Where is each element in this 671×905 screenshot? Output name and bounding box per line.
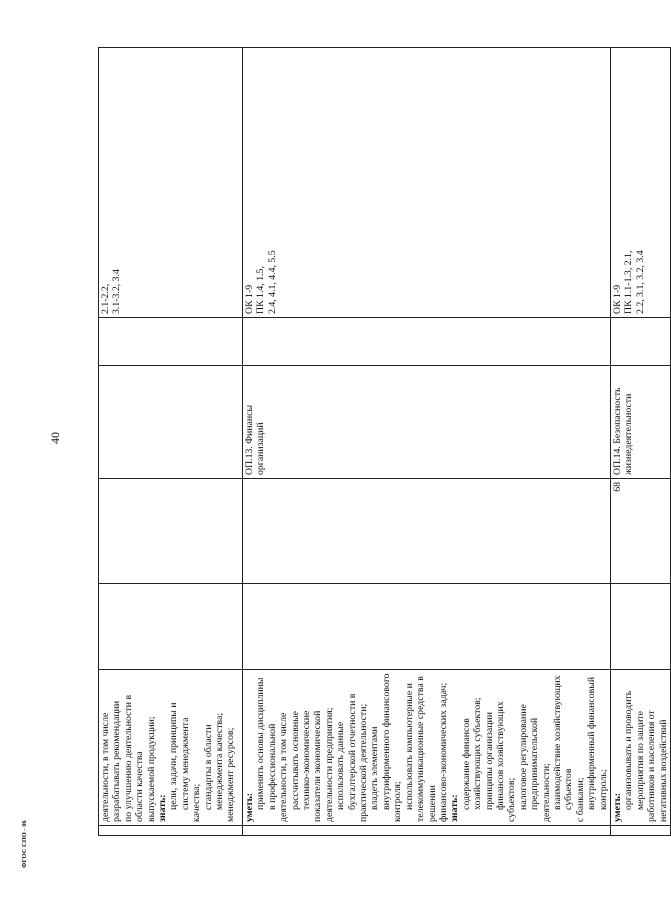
cell-index	[611, 826, 671, 836]
cell-competencies: ОК 1-9 ПК 1.4, 1.5, 2.4, 4.1, 4.4, 5.5	[243, 48, 611, 318]
cell-index	[243, 826, 611, 836]
content-line: практической деятельности;	[358, 703, 370, 822]
cell-hours	[99, 479, 243, 584]
content-line: внутрифирменный финансовый контроль;	[586, 676, 609, 810]
content-line: деятельности, в том числе	[278, 712, 290, 822]
content-line: знать:	[449, 794, 461, 822]
cell-empty	[243, 318, 611, 366]
content-line: взаимодействие хозяйствующих субъектов	[551, 675, 575, 810]
content-line: телекоммуникационные средства в решении	[415, 676, 438, 822]
content-lines	[100, 673, 237, 822]
cell-content	[611, 670, 671, 826]
content-line: содержание финансов хозяйствующих субъектов;	[460, 697, 484, 810]
content-line: применять основы дисциплины в профессиональной	[255, 677, 278, 810]
cell-empty	[99, 584, 243, 670]
table-row	[243, 48, 611, 836]
cell-discipline: ОП.13. Финансы организаций	[243, 366, 611, 479]
content-line: по улучшению деятельности в области качества	[122, 694, 146, 822]
cell-content	[243, 670, 611, 826]
cell-hours	[243, 479, 611, 584]
content-line: выпускаемой продукции;	[145, 716, 157, 822]
content-line: работников и населения от негативных воздействий	[646, 710, 669, 822]
content-line: качества;	[191, 783, 203, 822]
content-line: с банками;	[574, 777, 586, 822]
cell-competencies: 2.1-2.2, 3.1-3.2, 3.4	[99, 48, 243, 318]
cell-empty	[611, 584, 671, 670]
content-line: использовать данные бухгалтерской отчетности в	[335, 693, 358, 810]
content-line: рассчитывать основные технико-экономические	[289, 710, 313, 810]
content-line: знать:	[157, 794, 169, 822]
cell-empty	[243, 584, 611, 670]
content-lines	[612, 673, 669, 822]
table-row	[99, 48, 243, 836]
content-line: субъектов;	[506, 777, 518, 822]
content-line: контроля;	[392, 781, 404, 822]
cell-content	[99, 670, 243, 826]
content-lines	[244, 673, 609, 822]
content-line: уметь:	[612, 792, 623, 822]
content-line: деятельности, в том числе разрабатывать рекомендации	[100, 700, 123, 822]
content-line: принципы организации финансов хозяйствующих	[483, 701, 506, 810]
cell-empty	[611, 318, 671, 366]
cell-hours: 68	[611, 479, 671, 584]
cell-competencies: ОК 1-9 ПК 1.1-1.3, 2.1, 2.2, 3.1, 3.2, 3.4	[611, 48, 671, 318]
content-line: финансово-экономических задач;	[437, 682, 449, 822]
content-line: налоговое регулирование предпринимательской	[517, 704, 541, 810]
content-line: стандарты в области менеджмента качества;	[202, 712, 226, 810]
rotated-table-container	[98, 48, 669, 836]
cell-discipline: ОП.14. Безопасность жизнедеятельности	[611, 366, 671, 479]
cell-empty	[99, 318, 243, 366]
content-line: организовывать и проводить мероприятия по защите	[623, 690, 646, 810]
content-line: уметь:	[244, 792, 255, 822]
content-line: владеть элементами внутрифирменного финансового	[369, 673, 392, 810]
cell-index	[99, 826, 243, 836]
table-row	[611, 48, 671, 836]
content-line: деятельности;	[540, 763, 552, 822]
footer-label: ФГОС СПО - 06	[21, 820, 28, 868]
cell-discipline	[99, 366, 243, 479]
content-line: использовать компьютерные и	[403, 683, 415, 810]
content-line: менеджмент ресурсов;	[225, 727, 237, 822]
page-number: 40	[48, 432, 62, 444]
content-line: показатели экономической деятельности предприятия;	[312, 707, 335, 822]
curriculum-table	[98, 47, 671, 836]
content-line: цели, задачи, принципы и систему менеджмента	[168, 702, 191, 810]
